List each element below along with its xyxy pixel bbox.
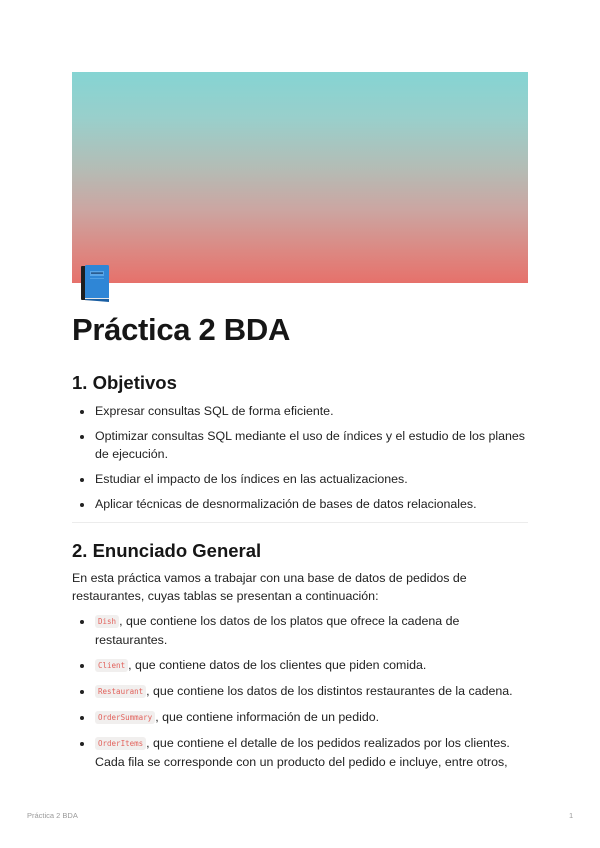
inline-code-client: Client (95, 659, 128, 672)
list-item-text: , que contiene los datos de los platos que ofrece la cadena de restaurantes. (95, 614, 460, 647)
list-item-text: , que contiene el detalle de los pedidos realizados por los clientes. Cada fila se corresponde con un producto del pedido e incluye, entre otros, (95, 736, 510, 769)
intro-paragraph: En esta práctica vamos a trabajar con una base de datos de pedidos de restaurantes, cuyas tablas se presentan a continuación: (72, 571, 467, 603)
list-item (72, 656, 528, 675)
inline-code-orderitems: OrderItems (95, 737, 146, 750)
list-item: Expresar consultas SQL de forma eficiente. (72, 402, 528, 420)
footer-page-number: 1 (569, 811, 574, 820)
list-item (72, 612, 528, 649)
inline-code-dish: Dish (95, 615, 119, 628)
tables-list (72, 612, 528, 778)
list-item: Aplicar técnicas de desnormalización de bases de datos relacionales. (72, 495, 528, 513)
objectives-list (72, 402, 528, 520)
list-item-text: , que contiene datos de los clientes que piden comida. (128, 658, 427, 672)
inline-code-ordersummary: OrderSummary (95, 711, 155, 724)
list-item-text: , que contiene información de un pedido. (155, 710, 380, 724)
section-heading-enunciado: 2. Enunciado General (72, 540, 262, 561)
list-item-text: , que contiene los datos de los distintos restaurantes de la cadena. (146, 684, 513, 698)
list-item: Estudiar el impacto de los índices en las actualizaciones. (72, 470, 528, 488)
list-item (72, 708, 528, 727)
inline-code-restaurant: Restaurant (95, 685, 146, 698)
section-heading-objetivos: 1. Objetivos (72, 372, 177, 393)
list-item: Optimizar consultas SQL mediante el uso de índices y el estudio de los planes de ejecución. (72, 427, 528, 463)
blue-book-icon (78, 263, 112, 303)
cover-image (72, 72, 528, 283)
list-item (72, 734, 528, 771)
footer-title: Práctica 2 BDA (27, 811, 78, 820)
divider (72, 522, 528, 523)
list-item (72, 682, 528, 701)
page-title: Práctica 2 BDA (72, 312, 291, 347)
